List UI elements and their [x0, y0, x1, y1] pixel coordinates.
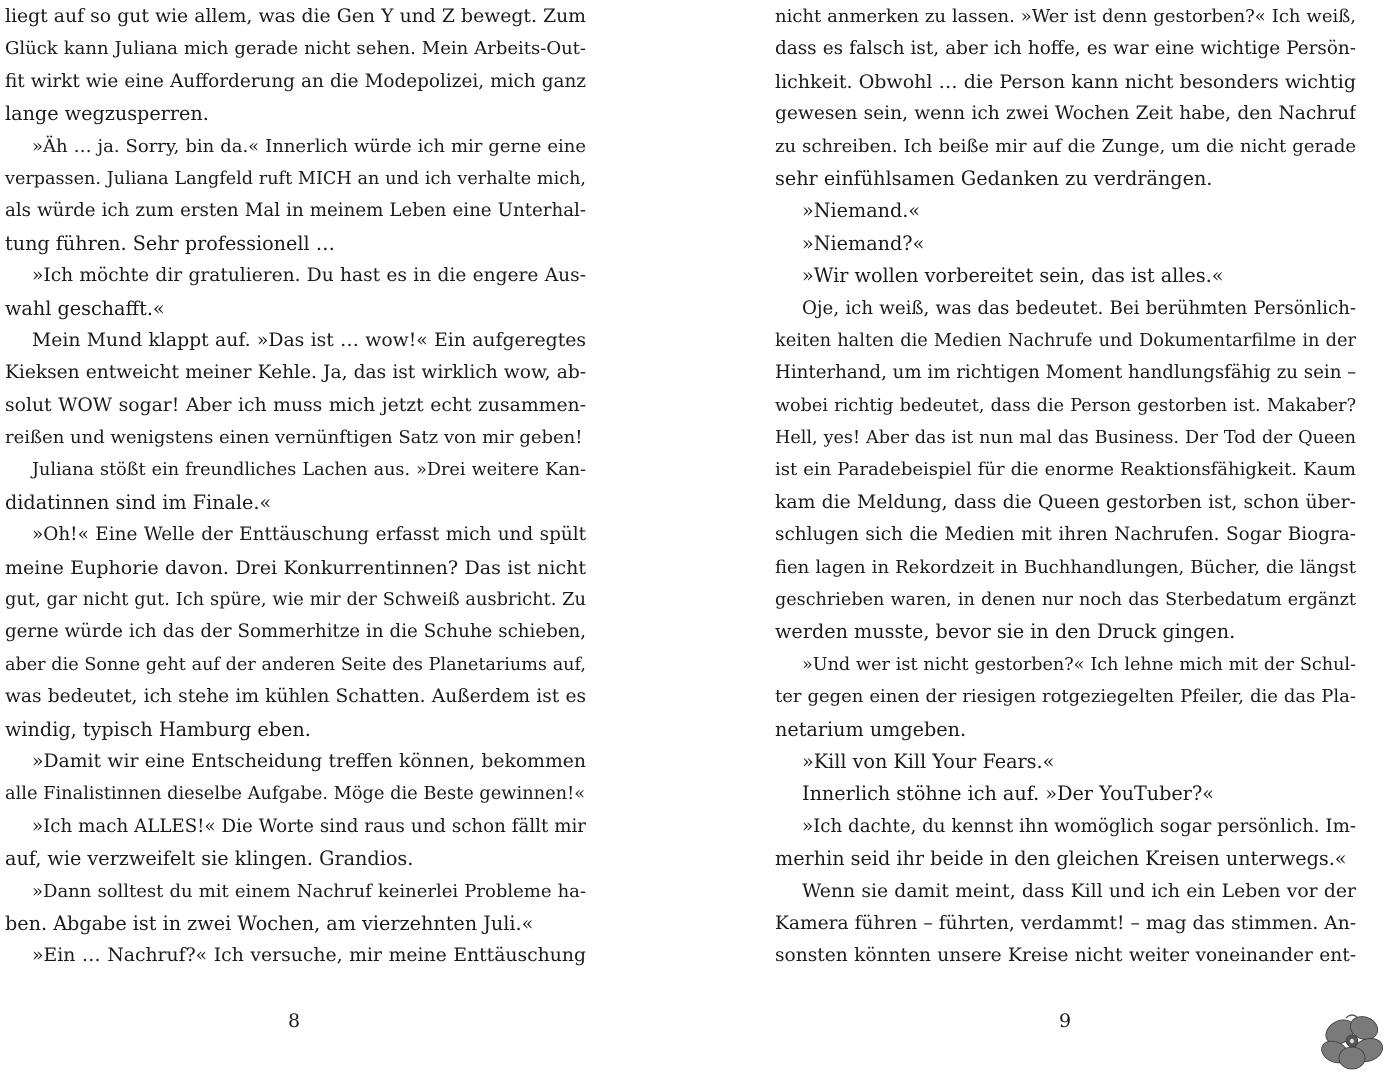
- text-line: fien lagen in Rekordzeit in Buchhandlungen, Bücher, die längst: [775, 556, 1356, 578]
- text-line: Wenn sie damit meint, dass Kill und ich ein Leben vor der: [802, 880, 1356, 902]
- text-line: was bedeutet, ich stehe im kühlen Schatten. Außerdem ist es: [5, 686, 586, 708]
- text-line: zu schreiben. Ich beiße mir auf die Zunge, um die nicht gerade: [775, 135, 1356, 157]
- text-line: als würde ich zum ersten Mal in meinem Leben eine Unterhal-: [5, 200, 586, 222]
- text-line: »Ich möchte dir gratulieren. Du hast es in die engere Aus-: [32, 265, 586, 287]
- text-line: Kieksen entweicht meiner Kehle. Ja, das ist wirklich wow, ab-: [5, 362, 586, 384]
- text-line: lange wegzusperren.: [5, 102, 209, 126]
- text-line: meine Euphorie davon. Drei Konkurrentinnen? Das ist nicht: [5, 556, 586, 579]
- text-line: auf, wie verzweifelt sie klingen. Grandios.: [5, 847, 414, 871]
- text-line: keiten halten die Medien Nachrufe und Dokumentarfilme in der: [775, 329, 1356, 351]
- page-number-right: 9: [1058, 1010, 1072, 1032]
- text-line: nicht anmerken zu lassen. »Wer ist denn gestorben?« Ich weiß,: [775, 6, 1356, 27]
- text-line: »Ich mach ALLES!« Die Worte sind raus und schon fällt mir: [32, 815, 586, 837]
- text-line: Juliana stößt ein freundliches Lachen aus. »Drei weitere Kan-: [32, 460, 586, 481]
- text-line: »Niemand?«: [802, 231, 925, 255]
- right-page-text: [775, 1, 1356, 973]
- text-line: Mein Mund klappt auf. »Das ist … wow!« Ein aufgeregtes: [32, 329, 586, 351]
- text-line: ist ein Paradebeispiel für die enorme Reaktionsfähigkeit. Kaum: [775, 459, 1356, 481]
- text-line: wobei richtig bedeutet, dass die Person gestorben ist. Makaber?: [775, 395, 1356, 416]
- text-line: aber die Sonne geht auf der anderen Seite des Planetariums auf,: [5, 654, 586, 675]
- text-line: didatinnen sind im Finale.«: [5, 490, 272, 514]
- text-line: Hinterhand, um im richtigen Moment handlungsfähig zu sein –: [775, 362, 1356, 384]
- text-line: schlugen sich die Medien mit ihren Nachrufen. Sogar Biogra-: [775, 524, 1356, 546]
- text-line: geschrieben waren, in denen nur noch das Sterbedatum ergänzt: [775, 590, 1356, 611]
- text-line: reißen und wenigstens einen vernünftigen Satz von mir geben!: [5, 427, 583, 449]
- text-line: wahl geschafft.«: [5, 296, 165, 320]
- text-line: ben. Abgabe ist in zwei Wochen, am vierzehnten Juli.«: [5, 911, 534, 935]
- text-line: verpassen. Juliana Langfeld ruft MICH an und ich verhalte mich,: [5, 168, 586, 189]
- text-line: ter gegen einen der riesigen rotgeziegelten Pfeiler, die das Pla-: [775, 686, 1356, 708]
- text-line: sehr einfühlsamen Gedanken zu verdrängen.: [775, 166, 1213, 190]
- text-line: »Ich dachte, du kennst ihn womöglich sogar persönlich. Im-: [802, 815, 1356, 837]
- text-line: fit wirkt wie eine Aufforderung an die Modepolizei, mich ganz: [5, 70, 586, 92]
- left-page: [5, 0, 586, 973]
- text-line: »Und wer ist nicht gestorben?« Ich lehne mich mit der Schul-: [802, 654, 1356, 675]
- text-line: alle Finalistinnen dieselbe Aufgabe. Möge die Beste gewinnen!«: [5, 783, 586, 805]
- text-line: »Kill von Kill Your Fears.«: [802, 749, 1055, 773]
- text-line: tung führen. Sehr professionell …: [5, 231, 335, 255]
- text-line: merhin seid ihr beide in den gleichen Kreisen unterwegs.«: [775, 847, 1347, 871]
- text-line: solut WOW sogar! Aber ich muss mich jetzt echt zusammen-: [5, 394, 586, 416]
- violet-flower-icon: [1318, 1010, 1388, 1072]
- text-line: Oje, ich weiß, was das bedeutet. Bei berühmten Persönlich-: [802, 297, 1356, 319]
- text-line: kam die Meldung, dass die Queen gestorben ist, schon über-: [775, 491, 1356, 513]
- text-line: »Niemand.«: [802, 199, 921, 223]
- text-line: dass es falsch ist, aber ich hoffe, es war eine wichtige Persön-: [775, 38, 1356, 60]
- text-line: Kamera führen – führten, verdammt! – mag das stimmen. An-: [775, 912, 1356, 934]
- text-line: Innerlich stöhne ich auf. »Der YouTuber?«: [802, 782, 1214, 806]
- text-line: »Ein … Nachruf?« Ich versuche, mir meine Enttäuschung: [32, 945, 586, 967]
- text-line: »Äh … ja. Sorry, bin da.« Innerlich würde ich mir gerne eine: [32, 135, 586, 157]
- text-line: sonsten könnten unsere Kreise nicht weiter voneinander ent-: [775, 945, 1356, 967]
- text-line: windig, typisch Hamburg eben.: [5, 717, 311, 741]
- text-line: gerne würde ich das der Sommerhitze in die Schuhe schieben,: [5, 621, 586, 643]
- text-line: gewesen sein, wenn ich zwei Wochen Zeit habe, den Nachruf: [775, 103, 1356, 125]
- right-page: [775, 0, 1356, 973]
- text-line: gut, gar nicht gut. Ich spüre, wie mir der Schweiß ausbricht. Zu: [5, 589, 586, 611]
- text-line: »Dann solltest du mit einem Nachruf keinerlei Probleme ha-: [32, 880, 586, 902]
- text-line: werden musste, bevor sie in den Druck gingen.: [775, 620, 1236, 644]
- text-line: »Oh!« Eine Welle der Enttäuschung erfasst mich und spült: [32, 524, 586, 546]
- text-line: »Damit wir eine Entscheidung treffen können, bekommen: [32, 750, 586, 772]
- text-line: netarium umgeben.: [775, 717, 967, 741]
- text-line: lichkeit. Obwohl … die Person kann nicht besonders wichtig: [775, 70, 1356, 93]
- text-line: »Wir wollen vorbereitet sein, das ist alles.«: [802, 264, 1224, 288]
- text-line: Glück kann Juliana mich gerade nicht sehen. Mein Arbeits-Out-: [5, 38, 586, 60]
- text-line: Hell, yes! Aber das ist nun mal das Business. Der Tod der Queen: [775, 428, 1356, 449]
- page-number-left: 8: [287, 1010, 301, 1032]
- text-line: liegt auf so gut wie allem, was die Gen Y und Z bewegt. Zum: [5, 6, 586, 27]
- left-page-text: [5, 1, 586, 973]
